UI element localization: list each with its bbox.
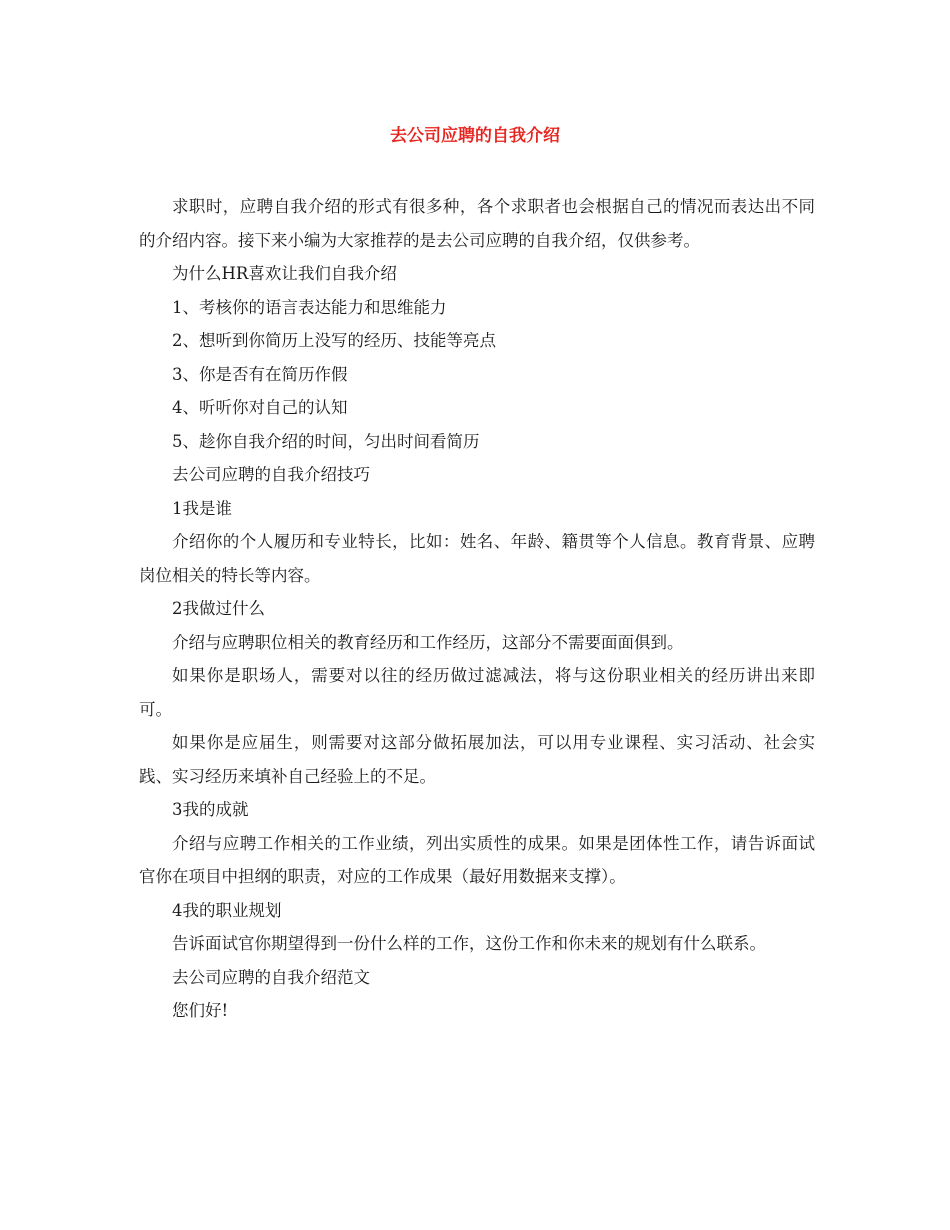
heading-why-hr: 为什么HR喜欢让我们自我介绍 bbox=[172, 264, 397, 283]
list-item-2: 2、想听到你简历上没写的经历、技能等亮点 bbox=[172, 331, 496, 350]
paragraph-achievements: 介绍与应聘工作相关的工作业绩，列出实质性的成果。如果是团体性工作，请告诉面试官你在项目中担纲的职责，对应的工作成果（最好用数据来支撑）。 bbox=[139, 833, 815, 886]
subheading-what-i-did: 2我做过什么 bbox=[172, 599, 265, 618]
list-item-1: 1、考核你的语言表达能力和思维能力 bbox=[172, 297, 447, 317]
paragraph-intro: 求职时，应聘自我介绍的形式有很多种，各个求职者也会根据自己的情况而表达出不同的介绍内容。接下来小编为大家推荐的是去公司应聘的自我介绍，仅供参考。 bbox=[139, 197, 815, 250]
subheading-who-am-i: 1我是谁 bbox=[172, 498, 232, 518]
paragraph-graduate: 如果你是应届生，则需要对这部分做拓展加法，可以用专业课程、实习活动、社会实践、实习经历来填补自己经验上的不足。 bbox=[139, 733, 815, 786]
subheading-achievements: 3我的成就 bbox=[172, 800, 249, 819]
paragraph-greeting: 您们好! bbox=[172, 1001, 229, 1020]
document-title: 去公司应聘的自我介绍 bbox=[390, 126, 560, 146]
list-item-3: 3、你是否有在简历作假 bbox=[172, 364, 348, 384]
paragraph-who-am-i: 介绍你的个人履历和专业特长，比如：姓名、年龄、籍贯等个人信息。教育背景、应聘岗位相关的特长等内容。 bbox=[139, 532, 815, 585]
paragraph-professional: 如果你是职场人，需要对以往的经历做过滤减法，将与这份职业相关的经历讲出来即可。 bbox=[139, 666, 815, 719]
heading-tips: 去公司应聘的自我介绍技巧 bbox=[172, 465, 370, 484]
list-item-5: 5、趁你自我介绍的时间，匀出时间看简历 bbox=[172, 431, 480, 451]
list-item-4: 4、听听你对自己的认知 bbox=[172, 398, 348, 417]
paragraph-career-plan: 告诉面试官你期望得到一份什么样的工作，这份工作和你未来的规划有什么联系。 bbox=[172, 934, 766, 953]
subheading-career-plan: 4我的职业规划 bbox=[172, 900, 282, 920]
heading-sample: 去公司应聘的自我介绍范文 bbox=[172, 967, 370, 987]
document-body bbox=[139, 190, 815, 1028]
paragraph-what-i-did: 介绍与应聘职位相关的教育经历和工作经历，这部分不需要面面俱到。 bbox=[172, 632, 684, 652]
